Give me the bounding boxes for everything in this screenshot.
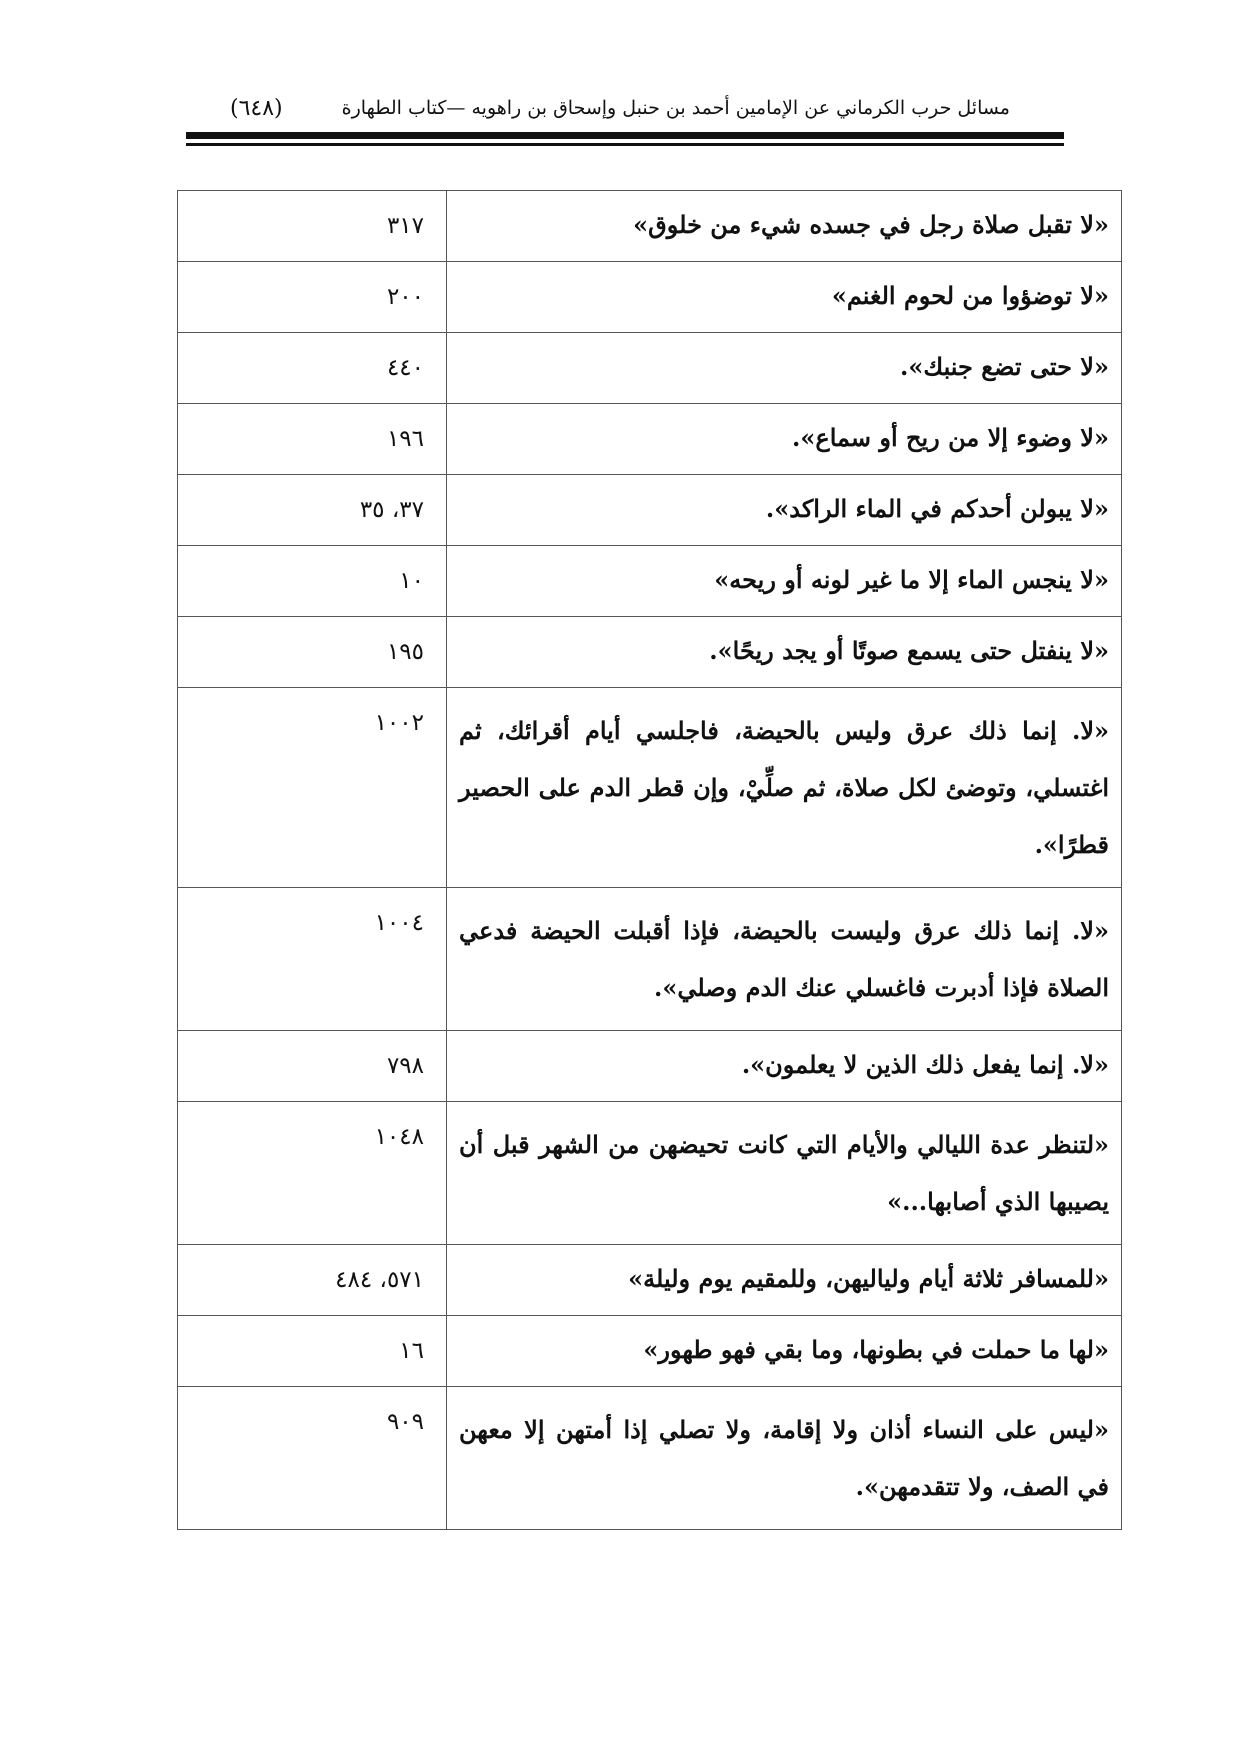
table-row	[178, 1387, 1122, 1530]
hadith-text: «لا يبولن أحدكم في الماء الراكد».	[447, 475, 1122, 546]
reference-numbers: ٢٠٠	[178, 262, 447, 333]
reference-numbers: ١٠٠٢	[178, 688, 447, 888]
reference-numbers: ٩٠٩	[178, 1387, 447, 1530]
table-row	[178, 1245, 1122, 1316]
table-row	[178, 1031, 1122, 1102]
reference-numbers: ١٠	[178, 546, 447, 617]
running-header	[230, 88, 1010, 128]
hadith-text: «لا. إنما ذلك عرق وليست بالحيضة، فإذا أقبلت الحيضة فدعي الصلاة فإذا أدبرت فاغسلي عنك الدم وصلي».	[447, 888, 1122, 1031]
hadith-text: «لها ما حملت في بطونها، وما بقي فهو طهور»	[447, 1316, 1122, 1387]
header-rule-thick	[186, 132, 1064, 139]
hadith-text: «لا وضوء إلا من ريح أو سماع».	[447, 404, 1122, 475]
hadith-text: «لا. إنما ذلك عرق وليس بالحيضة، فاجلسي أيام أقرائك، ثم اغتسلي، وتوضئ لكل صلاة، ثم صلِّيْ، وإن قطر الدم على الحصير قطرًا».	[447, 688, 1122, 888]
hadith-text: «للمسافر ثلاثة أيام ولياليهن، وللمقيم يوم وليلة»	[447, 1245, 1122, 1316]
hadith-text: «لا حتى تضع جنبك».	[447, 333, 1122, 404]
hadith-text: «لا توضؤوا من لحوم الغنم»	[447, 262, 1122, 333]
table-row	[178, 617, 1122, 688]
hadith-text: «لا تقبل صلاة رجل في جسده شيء من خلوق»	[447, 191, 1122, 262]
reference-numbers: ٣١٧	[178, 191, 447, 262]
reference-numbers: ١٦	[178, 1316, 447, 1387]
table-row	[178, 688, 1122, 888]
hadith-text: «لتنظر عدة الليالي والأيام التي كانت تحيضهن من الشهر قبل أن يصيبها الذي أصابها...»	[447, 1102, 1122, 1245]
header-rule-thin	[186, 143, 1064, 146]
table-row	[178, 262, 1122, 333]
reference-numbers: ١٩٥	[178, 617, 447, 688]
table-row	[178, 546, 1122, 617]
table-row	[178, 1316, 1122, 1387]
table-row	[178, 404, 1122, 475]
reference-numbers: ٥٧١، ٤٨٤	[178, 1245, 447, 1316]
reference-numbers: ١٠٤٨	[178, 1102, 447, 1245]
hadith-text: «ليس على النساء أذان ولا إقامة، ولا تصلي إذا أمتهن إلا معهن في الصف، ولا تتقدمهن».	[447, 1387, 1122, 1530]
hadith-text: «لا. إنما يفعل ذلك الذين لا يعلمون».	[447, 1031, 1122, 1102]
hadith-index-table	[177, 190, 1122, 1530]
hadith-text: «لا ينفتل حتى يسمع صوتًا أو يجد ريحًا».	[447, 617, 1122, 688]
table-row	[178, 333, 1122, 404]
book-title: مسائل حرب الكرماني عن الإمامين أحمد بن حنبل وإسحاق بن راهويه —كتاب الطهارة	[341, 97, 1010, 119]
reference-numbers: ٤٤٠	[178, 333, 447, 404]
table-row	[178, 1102, 1122, 1245]
table-row	[178, 475, 1122, 546]
table-row	[178, 888, 1122, 1031]
reference-numbers: ٣٧، ٣٥	[178, 475, 447, 546]
reference-numbers: ٧٩٨	[178, 1031, 447, 1102]
page-number: (٦٤٨)	[230, 95, 283, 121]
table-row	[178, 191, 1122, 262]
reference-numbers: ١٠٠٤	[178, 888, 447, 1031]
hadith-text: «لا ينجس الماء إلا ما غير لونه أو ريحه»	[447, 546, 1122, 617]
reference-numbers: ١٩٦	[178, 404, 447, 475]
